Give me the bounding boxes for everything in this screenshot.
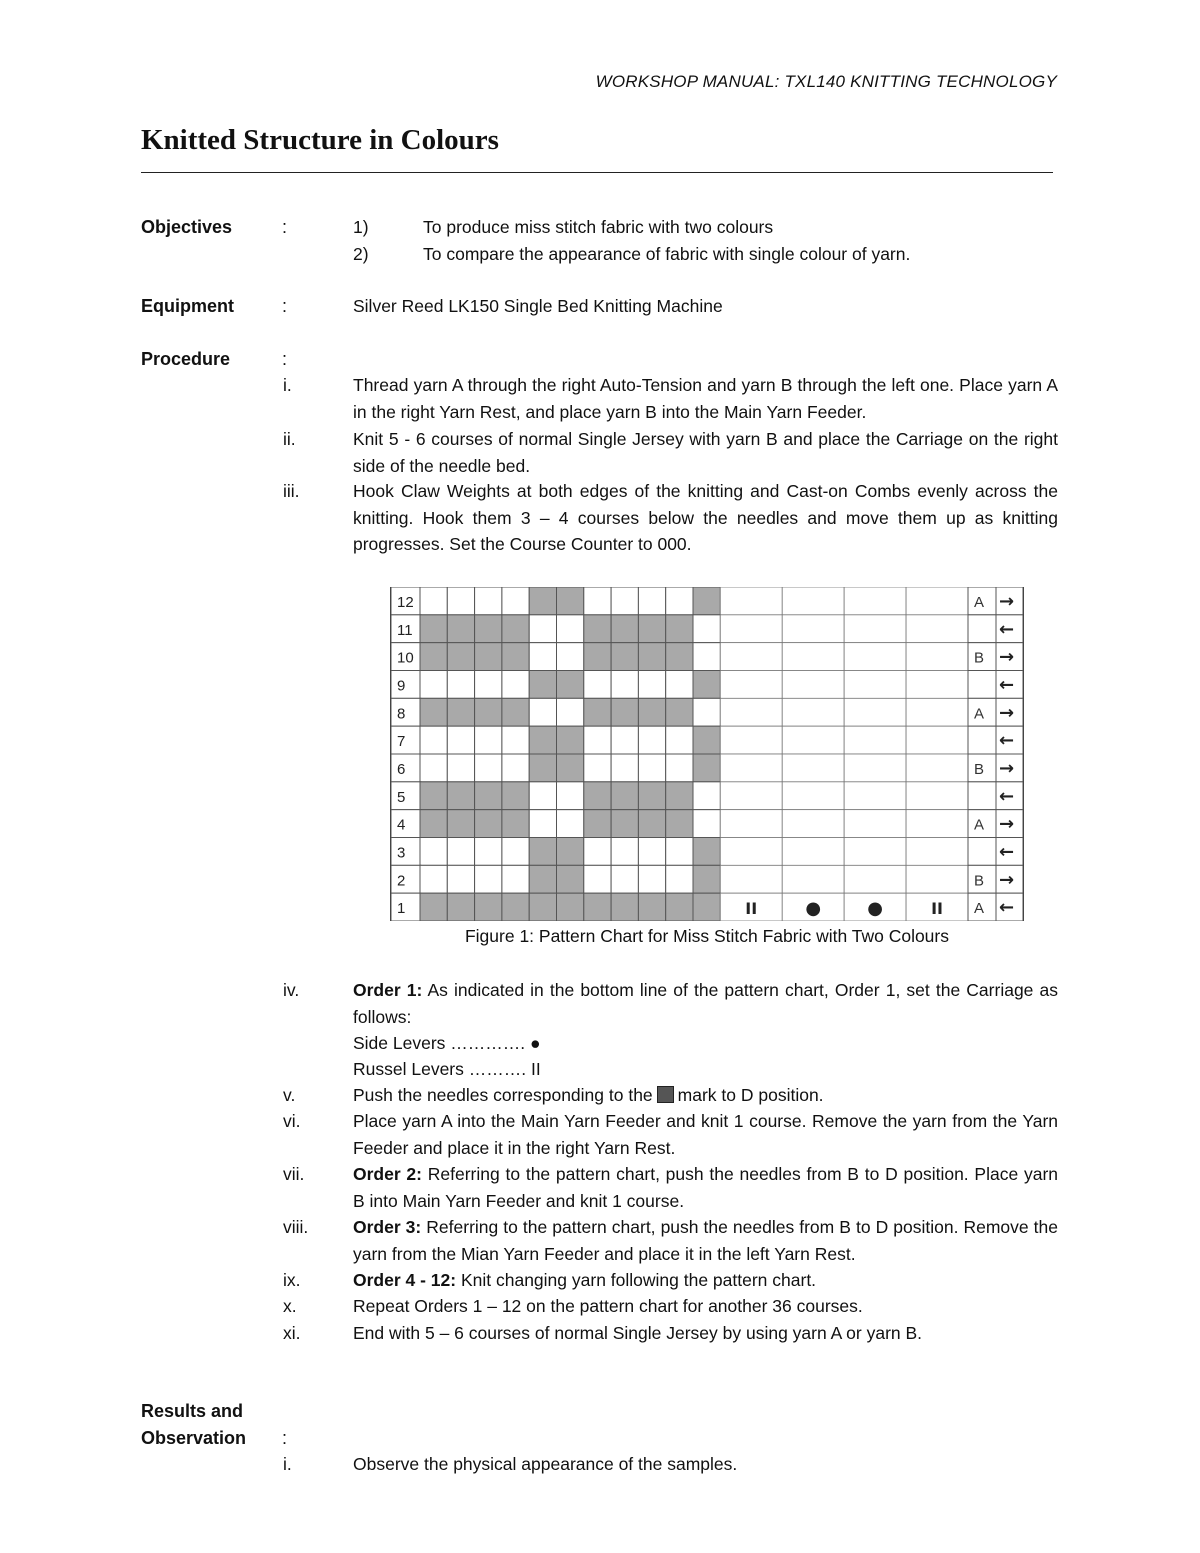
settings-cell bbox=[906, 782, 968, 810]
pattern-cell bbox=[557, 865, 584, 893]
yarn-label: A bbox=[974, 705, 985, 723]
pattern-cell bbox=[447, 810, 474, 838]
pattern-cell bbox=[557, 671, 584, 699]
step-vii-order: Order 2: bbox=[353, 1164, 422, 1184]
pattern-cell bbox=[666, 726, 693, 754]
pattern-cell bbox=[502, 782, 529, 810]
pattern-cell bbox=[447, 698, 474, 726]
pattern-cell bbox=[502, 671, 529, 699]
pattern-cell bbox=[447, 643, 474, 671]
settings-cell bbox=[906, 810, 968, 838]
pattern-cell bbox=[420, 615, 447, 643]
results-item-text: Observe the physical appearance of the samples. bbox=[353, 1454, 738, 1474]
pattern-cell bbox=[475, 893, 502, 921]
settings-cell bbox=[720, 726, 782, 754]
pattern-cell bbox=[638, 838, 665, 866]
row-label-cell bbox=[391, 810, 421, 838]
settings-cell bbox=[906, 698, 968, 726]
pattern-cell bbox=[502, 615, 529, 643]
pattern-cell bbox=[529, 726, 556, 754]
step-vii-body: Referring to the pattern chart, push the needles from B to D position. Place yarn B into Main Yarn Feeder and knit 1 course. bbox=[353, 1164, 1059, 1211]
pattern-cell bbox=[584, 726, 611, 754]
pattern-cell bbox=[611, 810, 638, 838]
pattern-cell bbox=[638, 782, 665, 810]
order1-setting-symbol: ● bbox=[805, 898, 822, 920]
order1-setting-symbol: II bbox=[745, 899, 758, 919]
pattern-cell bbox=[475, 643, 502, 671]
russel-levers-setting: Russel Levers ………. II bbox=[353, 1059, 541, 1079]
pattern-cell bbox=[475, 671, 502, 699]
pattern-cell bbox=[557, 643, 584, 671]
step-v-text-a: Push the needles corresponding to the bbox=[353, 1085, 653, 1105]
pattern-cell bbox=[611, 865, 638, 893]
pattern-cell bbox=[693, 782, 720, 810]
settings-cell bbox=[782, 726, 844, 754]
pattern-cell bbox=[502, 838, 529, 866]
settings-cell bbox=[906, 754, 968, 782]
settings-cell bbox=[844, 810, 906, 838]
pattern-cell bbox=[666, 782, 693, 810]
row-number: 8 bbox=[397, 705, 406, 723]
results-colon: : bbox=[282, 1428, 288, 1448]
settings-cell bbox=[720, 643, 782, 671]
pattern-cell bbox=[420, 838, 447, 866]
pattern-cell bbox=[420, 782, 447, 810]
pattern-cell bbox=[557, 615, 584, 643]
row-label-cell bbox=[391, 865, 421, 893]
pattern-cell bbox=[475, 754, 502, 782]
pattern-cell bbox=[584, 587, 611, 615]
pattern-cell bbox=[611, 893, 638, 921]
pattern-cell bbox=[475, 810, 502, 838]
step-iv-text bbox=[353, 977, 1058, 1030]
pattern-cell bbox=[611, 838, 638, 866]
side-levers-setting: Side Levers …………. ● bbox=[353, 1033, 541, 1053]
pattern-cell bbox=[693, 810, 720, 838]
objective-1-text: To produce miss stitch fabric with two colours bbox=[423, 217, 774, 237]
pattern-cell bbox=[666, 838, 693, 866]
yarn-label: B bbox=[974, 872, 985, 890]
settings-cell bbox=[720, 671, 782, 699]
order1-setting-symbol: ● bbox=[867, 898, 883, 920]
row-label-cell bbox=[391, 893, 421, 921]
pattern-cell bbox=[557, 893, 584, 921]
procedure-label: Procedure bbox=[141, 349, 231, 369]
step-v-text bbox=[353, 1082, 824, 1109]
settings-cell bbox=[844, 615, 906, 643]
pattern-cell bbox=[666, 865, 693, 893]
pattern-chart bbox=[390, 587, 1024, 921]
settings-cell bbox=[720, 782, 782, 810]
step-x-number: x. bbox=[283, 1296, 297, 1316]
pattern-cell bbox=[584, 615, 611, 643]
step-iv-body: As indicated in the bottom line of the pattern chart, Order 1, set the Carriage as follows: bbox=[353, 980, 1058, 1027]
row-number: 1 bbox=[397, 900, 406, 918]
pattern-cell bbox=[557, 782, 584, 810]
pattern-cell bbox=[666, 754, 693, 782]
direction-arrow: ← bbox=[999, 730, 1015, 752]
pattern-cell bbox=[693, 865, 720, 893]
settings-cell bbox=[720, 754, 782, 782]
step-iii-text: Hook Claw Weights at both edges of the knitting and Cast-on Combs evenly across the knitting. Hook them 3 – 4 courses below the needles and move them up as knitting progresses. Set the Course Counter to 000. bbox=[353, 481, 1058, 554]
pattern-cell bbox=[693, 615, 720, 643]
pattern-cell bbox=[475, 615, 502, 643]
settings-cell bbox=[906, 615, 968, 643]
pattern-cell bbox=[475, 782, 502, 810]
settings-cell bbox=[844, 643, 906, 671]
results-label-line1: Results and bbox=[141, 1401, 244, 1421]
pattern-cell bbox=[693, 838, 720, 866]
pattern-cell bbox=[502, 698, 529, 726]
settings-cell bbox=[906, 838, 968, 866]
equipment-text: Silver Reed LK150 Single Bed Knitting Machine bbox=[353, 296, 723, 316]
pattern-cell bbox=[638, 865, 665, 893]
yarn-cell bbox=[968, 782, 996, 810]
row-number: 2 bbox=[397, 872, 406, 890]
pattern-cell bbox=[420, 671, 447, 699]
pattern-cell bbox=[502, 754, 529, 782]
settings-cell bbox=[906, 671, 968, 699]
figure-caption: Figure 1: Pattern Chart for Miss Stitch Fabric with Two Colours bbox=[464, 926, 949, 946]
objective-1-number: 1) bbox=[353, 217, 369, 237]
row-label-cell bbox=[391, 838, 421, 866]
pattern-cell bbox=[420, 643, 447, 671]
pattern-cell bbox=[666, 671, 693, 699]
pattern-cell bbox=[529, 754, 556, 782]
pattern-cell bbox=[584, 671, 611, 699]
pattern-cell bbox=[475, 726, 502, 754]
direction-arrow: → bbox=[999, 813, 1015, 835]
pattern-cell bbox=[502, 726, 529, 754]
row-label-cell bbox=[391, 698, 421, 726]
pattern-cell bbox=[693, 671, 720, 699]
pattern-cell bbox=[502, 810, 529, 838]
pattern-cell bbox=[529, 810, 556, 838]
pattern-cell bbox=[638, 726, 665, 754]
settings-cell bbox=[720, 838, 782, 866]
pattern-cell bbox=[557, 726, 584, 754]
pattern-cell bbox=[420, 698, 447, 726]
pattern-cell bbox=[529, 671, 556, 699]
settings-cell bbox=[782, 810, 844, 838]
pattern-cell bbox=[529, 643, 556, 671]
settings-cell bbox=[720, 587, 782, 615]
objectives-colon: : bbox=[282, 217, 288, 237]
pattern-cell bbox=[584, 838, 611, 866]
pattern-cell bbox=[666, 643, 693, 671]
pattern-chart-svg bbox=[390, 587, 1024, 921]
pattern-cell bbox=[693, 893, 720, 921]
step-i-text: Thread yarn A through the right Auto-Tension and yarn B through the left one. Place yarn A in the right Yarn Rest, and place yarn B into the Main Yarn Feeder. bbox=[353, 375, 1058, 422]
pattern-cell bbox=[529, 587, 556, 615]
settings-cell bbox=[782, 754, 844, 782]
pattern-cell bbox=[584, 782, 611, 810]
pattern-cell bbox=[693, 754, 720, 782]
direction-arrow: → bbox=[999, 646, 1015, 668]
row-label-cell bbox=[391, 754, 421, 782]
direction-arrow: ← bbox=[999, 841, 1015, 863]
settings-cell bbox=[720, 865, 782, 893]
pattern-cell bbox=[693, 587, 720, 615]
pattern-cell bbox=[557, 838, 584, 866]
pattern-cell bbox=[475, 838, 502, 866]
pattern-cell bbox=[693, 643, 720, 671]
settings-cell bbox=[782, 643, 844, 671]
pattern-cell bbox=[557, 754, 584, 782]
pattern-cell bbox=[638, 671, 665, 699]
pattern-cell bbox=[502, 893, 529, 921]
pattern-cell bbox=[502, 643, 529, 671]
settings-cell bbox=[844, 671, 906, 699]
pattern-cell bbox=[638, 810, 665, 838]
row-number: 12 bbox=[397, 594, 414, 612]
pattern-cell bbox=[447, 893, 474, 921]
pattern-cell bbox=[611, 698, 638, 726]
pattern-cell bbox=[611, 671, 638, 699]
step-xi-text: End with 5 – 6 courses of normal Single Jersey by using yarn A or yarn B. bbox=[353, 1323, 923, 1343]
settings-cell bbox=[844, 754, 906, 782]
settings-cell bbox=[844, 865, 906, 893]
objective-2-text: To compare the appearance of fabric with single colour of yarn. bbox=[423, 244, 911, 264]
pattern-cell bbox=[557, 810, 584, 838]
pattern-cell bbox=[447, 782, 474, 810]
step-viii-body: Referring to the pattern chart, push the needles from B to D position. Remove the yarn from the Mian Yarn Feeder and place it in the left Yarn Rest. bbox=[353, 1217, 1058, 1264]
pattern-cell bbox=[584, 810, 611, 838]
yarn-cell bbox=[968, 726, 996, 754]
yarn-label: A bbox=[974, 594, 985, 612]
pattern-cell bbox=[584, 893, 611, 921]
pattern-cell bbox=[638, 754, 665, 782]
objectives-label: Objectives bbox=[141, 217, 233, 237]
pattern-cell bbox=[420, 587, 447, 615]
settings-cell bbox=[844, 782, 906, 810]
pattern-cell bbox=[584, 643, 611, 671]
step-viii-number: viii. bbox=[283, 1217, 309, 1237]
pattern-cell bbox=[420, 726, 447, 754]
row-number: 10 bbox=[397, 649, 414, 667]
step-ix-text bbox=[353, 1267, 1058, 1294]
procedure-colon: : bbox=[282, 349, 288, 369]
page-title: Knitted Structure in Colours bbox=[141, 124, 499, 156]
pattern-cell bbox=[666, 893, 693, 921]
settings-cell bbox=[844, 838, 906, 866]
row-number: 11 bbox=[397, 621, 413, 639]
pattern-cell bbox=[529, 615, 556, 643]
pattern-cell bbox=[693, 726, 720, 754]
settings-cell bbox=[782, 838, 844, 866]
pattern-cell bbox=[638, 643, 665, 671]
row-number: 3 bbox=[397, 844, 406, 862]
pattern-cell bbox=[611, 754, 638, 782]
pattern-cell bbox=[529, 782, 556, 810]
step-x-text: Repeat Orders 1 – 12 on the pattern chart for another 36 courses. bbox=[353, 1296, 863, 1316]
step-ii-text: Knit 5 - 6 courses of normal Single Jersey with yarn B and place the Carriage on the right side of the needle bed. bbox=[353, 429, 1058, 476]
step-iii-number: iii. bbox=[283, 481, 300, 501]
step-ix-body: Knit changing yarn following the pattern chart. bbox=[456, 1270, 817, 1290]
pattern-cell bbox=[420, 754, 447, 782]
pattern-cell bbox=[420, 810, 447, 838]
pattern-cell bbox=[447, 754, 474, 782]
pattern-cell bbox=[611, 643, 638, 671]
pattern-cell bbox=[638, 698, 665, 726]
pattern-cell bbox=[529, 865, 556, 893]
pattern-cell bbox=[420, 893, 447, 921]
step-v-text-b: mark to D position. bbox=[677, 1085, 824, 1105]
step-iv-order: Order 1: bbox=[353, 980, 423, 1000]
pattern-cell bbox=[611, 615, 638, 643]
pattern-cell bbox=[666, 615, 693, 643]
title-underline bbox=[141, 172, 1053, 173]
objective-2-number: 2) bbox=[353, 244, 369, 264]
pattern-cell bbox=[447, 615, 474, 643]
pattern-cell bbox=[611, 726, 638, 754]
pattern-cell bbox=[475, 698, 502, 726]
settings-cell bbox=[782, 865, 844, 893]
pattern-cell bbox=[475, 865, 502, 893]
settings-cell bbox=[906, 865, 968, 893]
settings-cell bbox=[782, 587, 844, 615]
row-number: 5 bbox=[397, 788, 406, 806]
step-viii-order: Order 3: bbox=[353, 1217, 422, 1237]
step-iv-number: iv. bbox=[283, 980, 300, 1000]
equipment-label: Equipment bbox=[141, 296, 234, 316]
yarn-cell bbox=[968, 838, 996, 866]
direction-arrow: → bbox=[999, 758, 1015, 780]
order1-setting-symbol: II bbox=[931, 899, 943, 919]
direction-arrow: ← bbox=[999, 897, 1015, 919]
pattern-cell bbox=[584, 754, 611, 782]
pattern-cell bbox=[584, 698, 611, 726]
settings-cell bbox=[906, 587, 968, 615]
settings-cell bbox=[720, 615, 782, 643]
settings-cell bbox=[782, 615, 844, 643]
pattern-cell bbox=[638, 615, 665, 643]
step-v-number: v. bbox=[283, 1085, 296, 1105]
pattern-cell bbox=[475, 587, 502, 615]
settings-cell bbox=[844, 726, 906, 754]
pattern-cell bbox=[611, 587, 638, 615]
pattern-cell bbox=[529, 698, 556, 726]
settings-cell bbox=[720, 810, 782, 838]
pattern-cell bbox=[447, 865, 474, 893]
yarn-label: A bbox=[974, 900, 985, 918]
pattern-cell bbox=[447, 838, 474, 866]
yarn-label: A bbox=[974, 816, 985, 834]
settings-cell bbox=[844, 698, 906, 726]
step-vii-number: vii. bbox=[283, 1164, 305, 1184]
settings-cell bbox=[906, 643, 968, 671]
step-ii-number: ii. bbox=[283, 429, 296, 449]
pattern-cell bbox=[584, 865, 611, 893]
step-i-number: i. bbox=[283, 375, 292, 395]
step-ix-order: Order 4 - 12: bbox=[353, 1270, 457, 1290]
pattern-cell bbox=[557, 698, 584, 726]
step-vi-text: Place yarn A into the Main Yarn Feeder and knit 1 course. Remove the yarn from the Yarn Feeder and place it in the right Yarn Rest. bbox=[353, 1111, 1058, 1158]
pattern-cell bbox=[447, 671, 474, 699]
running-header: WORKSHOP MANUAL: TXL140 KNITTING TECHNOLOGY bbox=[595, 72, 1057, 91]
row-number: 6 bbox=[397, 761, 406, 779]
pattern-cell bbox=[638, 587, 665, 615]
step-xi-number: xi. bbox=[283, 1323, 301, 1343]
direction-arrow: ← bbox=[999, 674, 1015, 696]
yarn-cell bbox=[968, 615, 996, 643]
direction-arrow: ← bbox=[999, 785, 1015, 807]
settings-cell bbox=[720, 698, 782, 726]
row-number: 7 bbox=[397, 733, 406, 751]
yarn-cell bbox=[968, 671, 996, 699]
direction-arrow: → bbox=[999, 702, 1015, 724]
row-number: 4 bbox=[397, 816, 406, 834]
pattern-cell bbox=[420, 865, 447, 893]
settings-cell bbox=[844, 587, 906, 615]
pattern-cell bbox=[447, 587, 474, 615]
yarn-label: B bbox=[974, 761, 985, 779]
settings-cell bbox=[782, 671, 844, 699]
pattern-cell bbox=[666, 810, 693, 838]
pattern-cell bbox=[693, 698, 720, 726]
row-label-cell bbox=[391, 782, 421, 810]
row-label-cell bbox=[391, 726, 421, 754]
pattern-cell bbox=[666, 698, 693, 726]
pattern-cell bbox=[529, 838, 556, 866]
settings-cell bbox=[782, 698, 844, 726]
filled-square-icon bbox=[657, 1086, 674, 1103]
row-label-cell bbox=[391, 671, 421, 699]
row-number: 9 bbox=[397, 677, 406, 695]
pattern-cell bbox=[502, 865, 529, 893]
step-vi-number: vi. bbox=[283, 1111, 301, 1131]
step-viii-text bbox=[353, 1214, 1058, 1267]
results-item-number: i. bbox=[283, 1454, 292, 1474]
direction-arrow: → bbox=[999, 869, 1015, 891]
pattern-cell bbox=[529, 893, 556, 921]
pattern-cell bbox=[502, 587, 529, 615]
settings-cell bbox=[782, 782, 844, 810]
pattern-cell bbox=[666, 587, 693, 615]
direction-arrow: → bbox=[999, 591, 1015, 613]
step-vii-text bbox=[353, 1161, 1058, 1214]
pattern-cell bbox=[611, 782, 638, 810]
yarn-label: B bbox=[974, 649, 985, 667]
pattern-cell bbox=[557, 587, 584, 615]
equipment-colon: : bbox=[282, 296, 288, 316]
settings-cell bbox=[906, 726, 968, 754]
pattern-cell bbox=[638, 893, 665, 921]
step-ix-number: ix. bbox=[283, 1270, 301, 1290]
pattern-cell bbox=[447, 726, 474, 754]
direction-arrow: ← bbox=[999, 618, 1015, 640]
results-label-line2: Observation bbox=[141, 1428, 247, 1448]
